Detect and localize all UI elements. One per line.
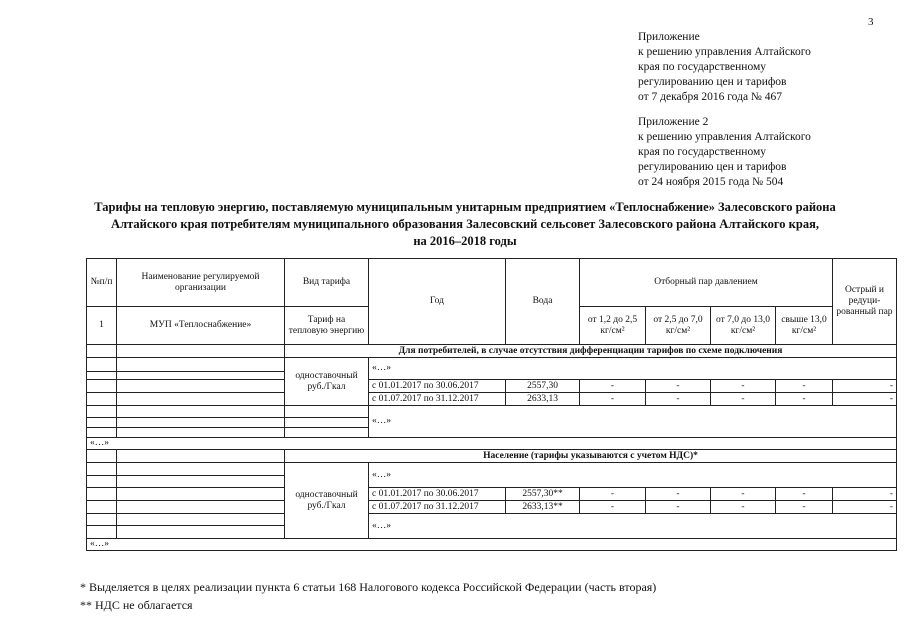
header-steam-col-3: от 7,0 до 13,0 кг/см² [711, 307, 776, 345]
first-row-num: 1 [87, 307, 117, 345]
header-tariff-type: Вид тарифа [285, 259, 369, 307]
section-1-ellipsis-bottom: «…» [369, 406, 897, 438]
appendix-line: края по государственному [638, 146, 766, 158]
final-ellipsis: «…» [87, 539, 897, 551]
section-2-title: Население (тарифы указываются с учетом НДС)* [285, 450, 897, 463]
section-1-ellipsis-top: «…» [369, 358, 897, 380]
section-2-tariff-label: одноставочный руб./Гкал [285, 463, 369, 539]
period-cell: с 01.07.2017 по 31.12.2017 [369, 501, 506, 514]
header-steam-col-2: от 2,5 до 7,0 кг/см² [646, 307, 711, 345]
section-1-tariff-label: одноставочный руб./Гкал [285, 358, 369, 406]
header-steam-col-4: свыше 13,0 кг/см² [776, 307, 833, 345]
between-ellipsis: «…» [87, 438, 897, 450]
document-title [80, 199, 850, 250]
appendix-line: Приложение [638, 31, 700, 43]
section-1-title: Для потребителей, в случае отсутствия дифференциации тарифов по схеме подключения [285, 345, 897, 358]
period-cell: с 01.01.2017 по 30.06.2017 [369, 380, 506, 393]
appendix-line: регулированию цен и тарифов [638, 76, 787, 88]
water-cell: 2557,30 [506, 380, 580, 393]
appendix-line: регулированию цен и тарифов [638, 161, 787, 173]
header-water: Вода [506, 259, 580, 345]
table-row: с 01.01.2017 по 30.06.2017 2557,30 - - - - - [87, 380, 897, 393]
period-cell: с 01.01.2017 по 30.06.2017 [369, 488, 506, 501]
first-row-org: МУП «Теплоснабжение» [117, 307, 285, 345]
appendix-2-block [638, 115, 811, 190]
first-row-tariff: Тариф на тепловую энергию [285, 307, 369, 345]
appendix-line: от 7 декабря 2016 года № 467 [638, 91, 783, 103]
appendix-line: края по государственному [638, 61, 766, 73]
period-cell: с 01.07.2017 по 31.12.2017 [369, 393, 506, 406]
table-row: с 01.01.2017 по 30.06.2017 2557,30** - - - - - [87, 488, 897, 501]
header-year: Год [369, 259, 506, 345]
appendix-line: Приложение 2 [638, 116, 709, 128]
footnote-no-vat: ** НДС не облагается [80, 598, 193, 612]
appendix-line: от 24 ноября 2015 года № 504 [638, 176, 784, 188]
appendix-line: к решению управления Алтайского [638, 46, 811, 58]
section-2-ellipsis-top: «…» [369, 463, 897, 488]
water-cell: 2633,13** [506, 501, 580, 514]
tariff-table [86, 258, 897, 551]
table-row: с 01.07.2017 по 31.12.2017 2633,13** - - - - - [87, 501, 897, 514]
title-line: на 2016–2018 годы [413, 234, 517, 248]
water-cell: 2633,13 [506, 393, 580, 406]
appendix-line: к решению управления Алтайского [638, 131, 811, 143]
header-org: Наименование регулируемой организации [117, 259, 285, 307]
section-2-ellipsis-bottom: «…» [369, 514, 897, 539]
page-number: 3 [868, 16, 874, 28]
header-sharp-steam: Острый и редуци-рованный пар [833, 259, 897, 345]
footnote-vat: * Выделяется в целях реализации пункта 6 статьи 168 Налогового кодекса Российской Федерации (часть вторая) [80, 580, 657, 594]
water-cell: 2557,30** [506, 488, 580, 501]
header-num: №п/п [87, 259, 117, 307]
header-steam-col-1: от 1,2 до 2,5 кг/см² [580, 307, 646, 345]
header-steam: Отборный пар давлением [580, 259, 833, 307]
title-line: Алтайского края потребителям муниципального образования Залесовский сельсовет Залесовского района Алтайского края, [111, 217, 819, 231]
table-row: с 01.07.2017 по 31.12.2017 2633,13 - - - - - [87, 393, 897, 406]
title-line: Тарифы на тепловую энергию, поставляемую муниципальным унитарным предприятием «Теплоснабжение» Залесовского района [94, 200, 836, 214]
appendix-1-block [638, 30, 811, 105]
